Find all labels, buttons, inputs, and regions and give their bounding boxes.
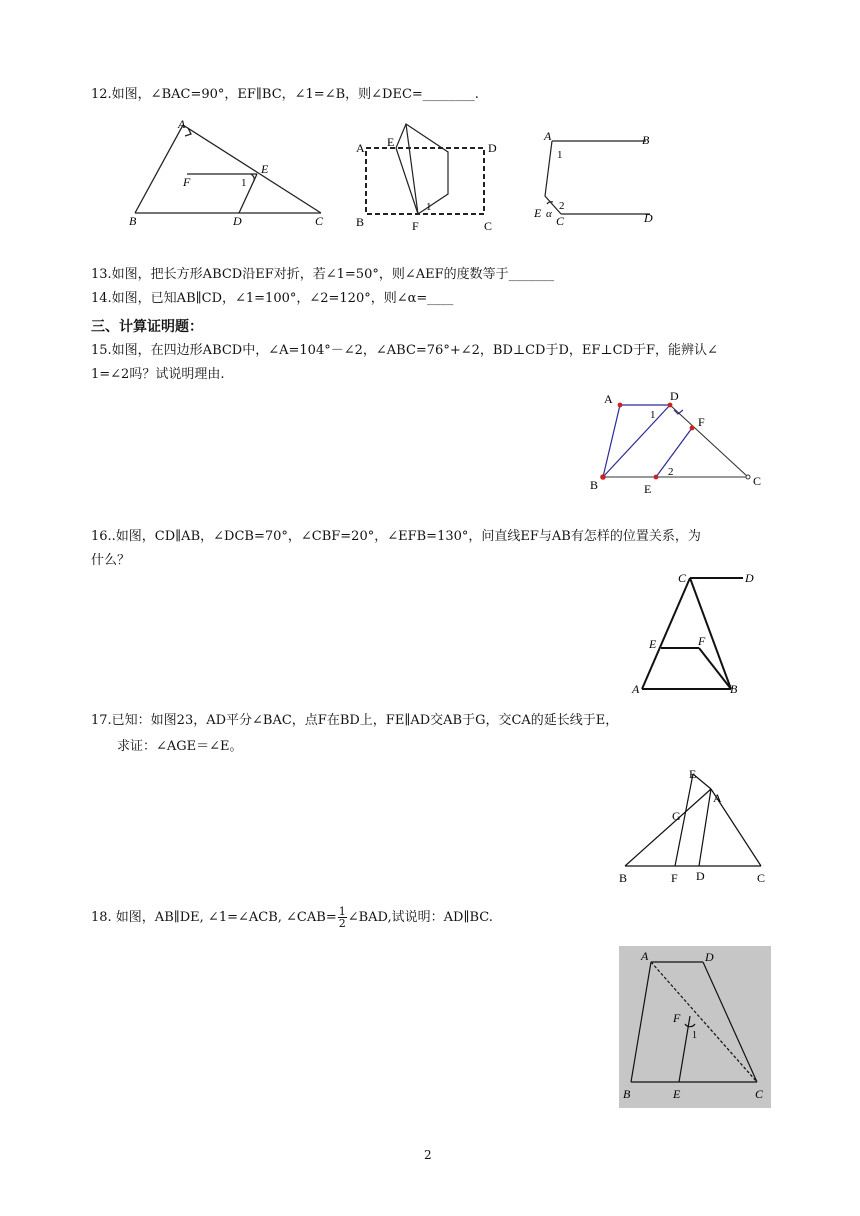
- label-c: C: [556, 214, 565, 228]
- label-e: E: [689, 767, 697, 781]
- label-d: D: [696, 869, 705, 883]
- label-2: 2: [559, 200, 565, 212]
- label-a: A: [544, 129, 552, 143]
- label-c: C: [484, 219, 493, 233]
- label-f: F: [412, 219, 419, 233]
- q14-text: 14.如图，已知AB∥CD，∠1=100°，∠2=120°，则∠α=____: [91, 291, 454, 306]
- label-b: B: [730, 682, 738, 696]
- label-f: F: [698, 415, 705, 429]
- q17-text-line2: 求证：∠AGE＝∠E。: [117, 739, 243, 754]
- label-e: E: [387, 135, 395, 149]
- label-c: C: [315, 214, 324, 228]
- label-c: C: [753, 474, 762, 488]
- q12-figure-triangle: [125, 115, 335, 230]
- q13-figure-rectangle: [352, 118, 502, 233]
- label-d: D: [745, 571, 754, 585]
- label-b: B: [642, 133, 650, 147]
- label-c: C: [755, 1087, 764, 1101]
- frac-denominator: 2: [338, 917, 346, 930]
- label-d: D: [488, 141, 497, 155]
- label-a: A: [632, 682, 640, 696]
- label-a: A: [178, 117, 186, 131]
- label-1: 1: [426, 201, 432, 213]
- label-a: A: [604, 392, 613, 406]
- label-c: C: [757, 871, 766, 885]
- q16-text-line1: 16..如图，CD∥AB，∠DCB=70°，∠CBF=20°，∠EFB=130°，问直线EF与AB有怎样的位置关系，为: [91, 529, 701, 544]
- label-f: F: [673, 1011, 681, 1025]
- label-f: F: [183, 175, 191, 189]
- label-b: B: [590, 478, 599, 492]
- q16-text-line2: 什么？: [91, 553, 131, 568]
- q18-text-prefix: 18. 如图，AB∥DE, ∠1=∠ACB, ∠CAB=: [91, 910, 337, 925]
- label-e: E: [261, 162, 269, 176]
- q13-text: 13.如图，把长方形ABCD沿EF对折，若∠1=50°，则∠AEF的度数等于_______: [91, 267, 555, 282]
- label-2: 2: [668, 466, 674, 478]
- q15-text-line1: 15.如图，在四边形ABCD中，∠A=104°－∠2，∠ABC=76°+∠2，BD⊥CD于D，EF⊥CD于F，能辨认∠: [91, 343, 718, 358]
- label-d: D: [233, 214, 242, 228]
- page-number: 2: [424, 1148, 432, 1162]
- label-e: E: [534, 206, 542, 220]
- q17-text-line1: 17.已知：如图23，AD平分∠BAC，点F在BD上，FE∥AD交AB于G，交CA的延长线于E，: [91, 713, 619, 728]
- label-d: D: [644, 211, 653, 225]
- label-f: F: [671, 871, 678, 885]
- label-a: A: [713, 791, 722, 805]
- q15-text-line2: 1=∠2吗？试说明理由.: [91, 367, 225, 382]
- frac-numerator: 1: [338, 905, 346, 918]
- label-e: E: [673, 1087, 681, 1101]
- q17-figure: [615, 762, 775, 890]
- q18-text-suffix: ∠BAD,试说明：AD∥BC.: [347, 910, 493, 925]
- label-b: B: [129, 214, 137, 228]
- label-a: A: [356, 141, 365, 155]
- q18-fraction: [338, 906, 347, 929]
- label-c: C: [678, 571, 687, 585]
- label-1: 1: [241, 177, 247, 189]
- label-e: E: [644, 482, 652, 496]
- q18-figure: [619, 946, 771, 1108]
- label-a: A: [641, 949, 649, 963]
- q12-text: 12.如图，∠BAC=90°，EF∥BC，∠1=∠B，则∠DEC=________.: [91, 87, 479, 102]
- label-e: E: [649, 637, 657, 651]
- label-d: D: [705, 950, 714, 964]
- q16-figure: [628, 568, 768, 698]
- q15-figure: [590, 385, 770, 495]
- label-1: 1: [557, 149, 563, 161]
- label-d: D: [670, 389, 679, 403]
- q18-text: [91, 906, 493, 929]
- label-b: B: [356, 215, 365, 229]
- section-title: 三、计算证明题：: [91, 319, 203, 335]
- label-1: 1: [692, 1030, 697, 1041]
- label-b: B: [619, 871, 628, 885]
- label-b: B: [623, 1087, 631, 1101]
- label-1: 1: [650, 409, 656, 421]
- label-g: G: [672, 809, 681, 823]
- label-f: F: [698, 634, 706, 648]
- q14-figure-parallel: [528, 126, 663, 231]
- label-alpha: α: [546, 208, 552, 220]
